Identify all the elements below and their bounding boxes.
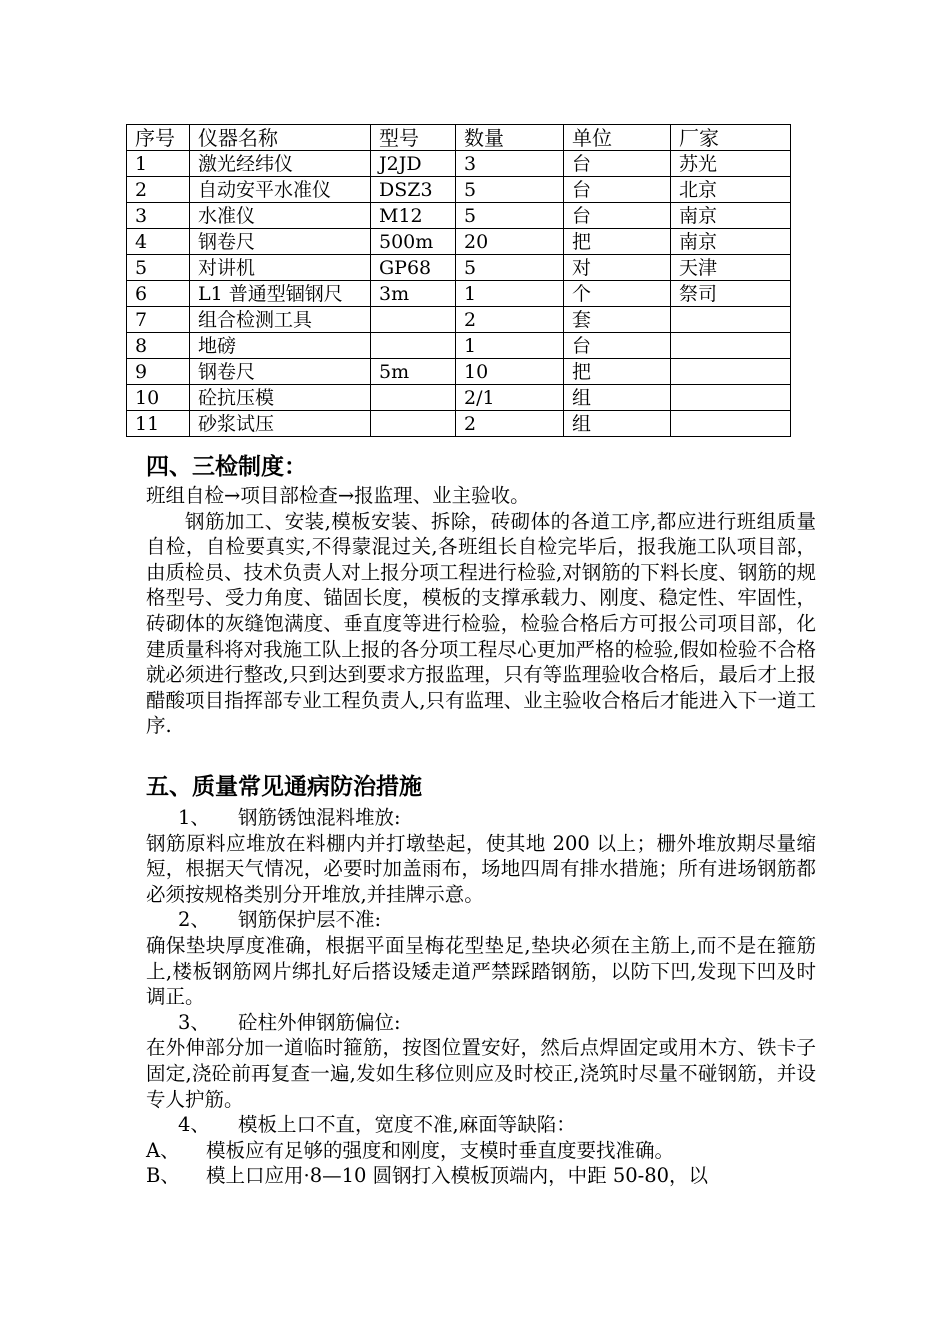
table-cell: 南京 xyxy=(671,203,791,229)
table-cell: 10 xyxy=(456,359,564,385)
table-cell: 祭司 xyxy=(671,281,791,307)
table-cell xyxy=(671,333,791,359)
list-item-title xyxy=(146,805,816,831)
sub-item-label: A、 xyxy=(146,1138,180,1162)
table-cell: 9 xyxy=(127,359,190,385)
table-cell xyxy=(671,411,791,437)
instrument-table xyxy=(126,124,791,437)
sub-item xyxy=(146,1163,816,1189)
table-cell: 对讲机 xyxy=(190,255,371,281)
table-cell: 5 xyxy=(456,255,564,281)
table-body xyxy=(127,151,791,437)
table-cell xyxy=(371,385,456,411)
table-cell: 对 xyxy=(564,255,671,281)
table-cell: 自动安平水准仪 xyxy=(190,177,371,203)
table-cell: 台 xyxy=(564,333,671,359)
sub-item-text: 模上口应用·8—10 圆钢打入模板顶端内，中距 50-80，以 xyxy=(206,1164,709,1188)
inspection-paragraph: 钢筋加工、安装,模板安装、拆除，砖砌体的各道工序,都应进行班组质量自检，自检要真实,不得蒙混过关,各班组长自检完毕后，报我施工队项目部，由质检员、技术负责人对上报分项工程进行检验,对钢筋的下料长度、钢筋的规格型号、受力角度、锚固长度，模板的支撑承载力、刚度、稳定性、牢固性，砖砌体的灰缝饱满度、垂直度等进行检验，检验合格后方可报公司项目部，化建质量科将对我施工队上报的各分项工程尽心更加严格的检验,假如检验不合格就必须进行整改,只到达到要求方报监理，只有等监理验收合格后，最后才上报醋酸项目指挥部专业工程负责人,只有监理、业主验收合格后才能进入下一道工序. xyxy=(146,509,816,738)
table-row xyxy=(127,177,791,203)
table-row xyxy=(127,203,791,229)
table-cell: 台 xyxy=(564,151,671,177)
section-4-heading: 四、三检制度： xyxy=(146,454,307,480)
list-item-heading: 模板上口不直，宽度不准,麻面等缺陷： xyxy=(238,1113,576,1137)
table-cell: 钢卷尺 xyxy=(190,229,371,255)
table-cell: 4 xyxy=(127,229,190,255)
table-cell: 组 xyxy=(564,411,671,437)
list-item-text: 在外伸部分加一道临时箍筋，按图位置安好，然后点焊固定或用木方、铁卡子固定,浇砼前再复查一遍,发如生移位则应及时校正,浇筑时尽量不碰钢筋，并设专人护筋。 xyxy=(146,1036,816,1111)
list-item-title xyxy=(146,1112,816,1138)
list-item-title xyxy=(146,907,816,933)
table-cell: 砼抗压模 xyxy=(190,385,371,411)
section-4-body xyxy=(146,483,816,739)
table-row xyxy=(127,333,791,359)
table-row xyxy=(127,281,791,307)
table-cell: GP68 xyxy=(371,255,456,281)
list-item-title xyxy=(146,1010,816,1036)
header-cell: 仪器名称 xyxy=(190,125,371,151)
table-cell: 11 xyxy=(127,411,190,437)
table-cell: 天津 xyxy=(671,255,791,281)
table-cell: 5m xyxy=(371,359,456,385)
table-cell xyxy=(671,307,791,333)
table-cell: M12 xyxy=(371,203,456,229)
table-row xyxy=(127,411,791,437)
table-cell: 3 xyxy=(127,203,190,229)
table-cell: 套 xyxy=(564,307,671,333)
table-row xyxy=(127,255,791,281)
table-cell: 北京 xyxy=(671,177,791,203)
sub-item-text: 模板应有足够的强度和刚度，支模时垂直度要找准确。 xyxy=(206,1138,675,1162)
table-row xyxy=(127,307,791,333)
table-cell: 2 xyxy=(456,411,564,437)
header-cell: 厂家 xyxy=(671,125,791,151)
table-cell xyxy=(671,359,791,385)
table-cell: 钢卷尺 xyxy=(190,359,371,385)
table-cell: 水准仪 xyxy=(190,203,371,229)
table-cell: 10 xyxy=(127,385,190,411)
table-row xyxy=(127,151,791,177)
table-cell: 1 xyxy=(456,333,564,359)
table-cell: 地磅 xyxy=(190,333,371,359)
table-cell: DSZ3 xyxy=(371,177,456,203)
table-cell: 2/1 xyxy=(456,385,564,411)
list-item-heading: 钢筋锈蚀混料堆放: xyxy=(238,806,401,829)
header-cell: 单位 xyxy=(564,125,671,151)
table-cell: L1 普通型锢钢尺 xyxy=(190,281,371,307)
table-cell xyxy=(371,333,456,359)
table-cell: 组 xyxy=(564,385,671,411)
list-item-heading: 砼柱外伸钢筋偏位: xyxy=(238,1010,401,1034)
table-cell: 把 xyxy=(564,229,671,255)
table-header-row xyxy=(127,125,791,151)
table-cell: J2JD xyxy=(371,151,456,177)
table-cell xyxy=(371,307,456,333)
table-cell: 5 xyxy=(456,203,564,229)
table-cell: 5 xyxy=(456,177,564,203)
table-cell: 8 xyxy=(127,333,190,359)
table-cell: 1 xyxy=(127,151,190,177)
table-cell: 500m xyxy=(371,229,456,255)
table-cell: 南京 xyxy=(671,229,791,255)
section-5-heading: 五、质量常见通病防治措施 xyxy=(146,774,422,800)
inspection-flow: 班组自检→项目部检查→报监理、业主验收。 xyxy=(146,484,530,507)
table-cell: 砂浆试压 xyxy=(190,411,371,437)
sub-item-label: B、 xyxy=(146,1164,180,1188)
table-cell: 3 xyxy=(456,151,564,177)
list-item-number: 3、 xyxy=(178,1010,210,1034)
sub-item xyxy=(146,1138,816,1164)
header-cell: 型号 xyxy=(371,125,456,151)
list-item-heading: 钢筋保护层不准: xyxy=(238,908,382,932)
table-cell: 组合检测工具 xyxy=(190,307,371,333)
table-cell: 3m xyxy=(371,281,456,307)
list-item-number: 1、 xyxy=(178,806,210,829)
table-cell: 激光经纬仪 xyxy=(190,151,371,177)
table-cell: 把 xyxy=(564,359,671,385)
list-item-text: 确保垫块厚度准确，根据平面呈梅花型垫足,垫块必须在主筋上,而不是在箍筋上,楼板钢筋网片绑扎好后搭设矮走道严禁踩踏钢筋，以防下凹,发现下凹及时调正。 xyxy=(146,933,816,1009)
table-cell: 2 xyxy=(127,177,190,203)
table-row xyxy=(127,229,791,255)
list-item-number: 4、 xyxy=(178,1113,210,1137)
table-cell: 苏光 xyxy=(671,151,791,177)
table-cell: 个 xyxy=(564,281,671,307)
table-row xyxy=(127,385,791,411)
table-row xyxy=(127,359,791,385)
table-cell: 台 xyxy=(564,177,671,203)
table-cell: 20 xyxy=(456,229,564,255)
table-cell: 台 xyxy=(564,203,671,229)
section-5-body xyxy=(146,805,816,1189)
table-cell xyxy=(371,411,456,437)
list-item-number: 2、 xyxy=(178,908,210,932)
table-cell xyxy=(671,385,791,411)
list-item-text: 钢筋原料应堆放在料棚内并打墩垫起，使其地 200 以上；栅外堆放期尽量缩短，根据天气情况，必要时加盖雨布，场地四周有排水措施；所有进场钢筋都必须按规格类别分开堆放,并挂牌示意。 xyxy=(146,831,816,906)
table-cell: 1 xyxy=(456,281,564,307)
header-cell: 数量 xyxy=(456,125,564,151)
table-cell: 5 xyxy=(127,255,190,281)
table-cell: 6 xyxy=(127,281,190,307)
table-cell: 7 xyxy=(127,307,190,333)
table-cell: 2 xyxy=(456,307,564,333)
header-cell: 序号 xyxy=(127,125,190,151)
